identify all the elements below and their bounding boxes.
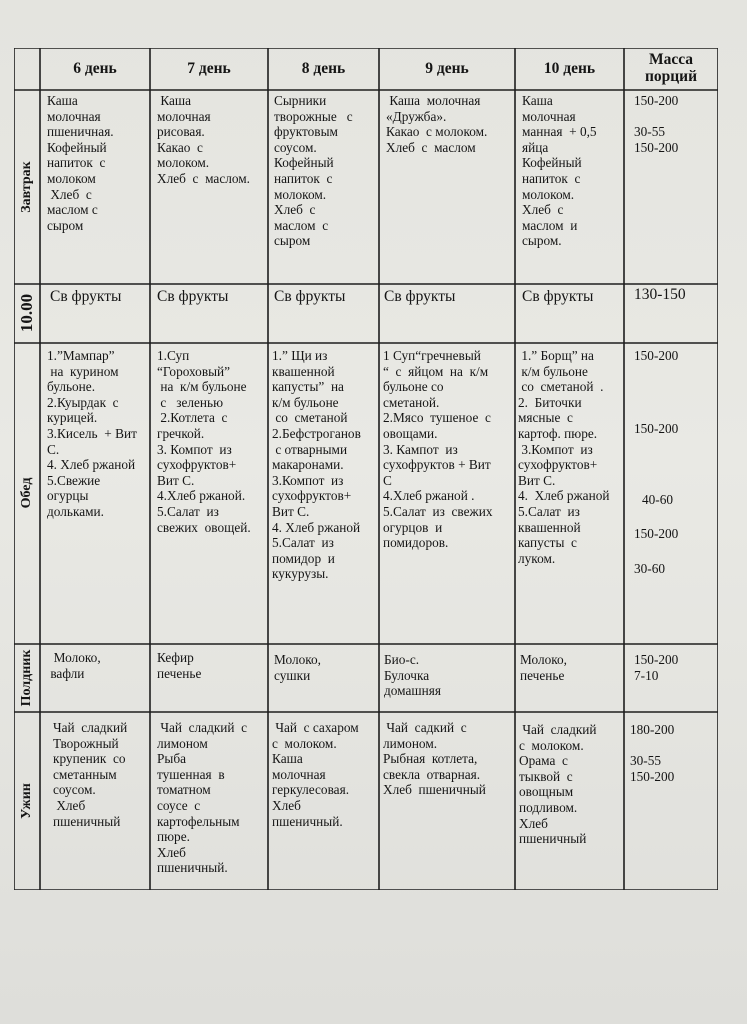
- lunch-mass-4: 150-200: [634, 526, 679, 541]
- meal-label-lunch: Обед: [19, 477, 34, 509]
- header-day-8: 8 день: [301, 60, 346, 77]
- dinner-mass: 180-200 30-55 150-200: [630, 722, 675, 784]
- lunch-day-7: 1.Суп “Гороховый” на к/м бульоне с зеленью 2.Котлета с гречкой. 3. Компот из сухофруктов+ Вит С. 4.Хлеб ржаной. 5.Салат из свежих овощей.: [157, 348, 251, 535]
- meal-label-dinner: Ужин: [19, 783, 34, 819]
- afternoon-day-7: Кефир печенье: [157, 650, 202, 681]
- header-day-6: 6 день: [73, 60, 117, 77]
- breakfast-day-10: Каша молочная манная + 0,5 яйца Кофейный напиток с молоком. Хлеб с маслом и сыром.: [522, 93, 597, 249]
- snack10-mass: 130-150: [634, 286, 686, 303]
- dinner-day-8: Чай с сахаром с молоком. Каша молочная геркулесовая. Хлеб пшеничный.: [272, 720, 359, 829]
- afternoon-mass: 150-200 7-10: [634, 652, 679, 683]
- lunch-day-6: 1.”Мампар” на курином бульоне. 2.Куырдак с курицей. 3.Кисель + Вит С. 4. Хлеб ржаной 5.Свежие огурцы дольками.: [47, 348, 137, 519]
- breakfast-day-8: Сырники творожные с фруктовым соусом. Кофейный напиток с молоком. Хлеб с маслом с сыром: [274, 93, 353, 249]
- header-mass: Масса порций: [644, 51, 698, 85]
- header-day-7: 7 день: [187, 60, 231, 77]
- meal-label-snack-10: 10.00: [17, 293, 36, 333]
- snack10-day-6: Св фрукты: [50, 288, 122, 305]
- meal-label-afternoon-snack: Полдник: [19, 649, 34, 707]
- lunch-day-10: 1.” Борщ” на к/м бульоне со сметаной . 2. Биточки мясные с картоф. пюре. 3.Компот из сухофруктов+ Вит С. 4. Хлеб ржаной 5.Салат из квашенной капусты с луком.: [518, 348, 610, 566]
- breakfast-mass: 150-200 30-55 150-200: [634, 93, 679, 155]
- lunch-mass-3: 40-60: [642, 492, 674, 507]
- afternoon-day-6: Молоко, вафли: [50, 650, 101, 681]
- afternoon-day-9: Био-с. Булочка домашняя: [384, 652, 441, 699]
- lunch-day-8: 1.” Щи из квашенной капусты” на к/м бульоне со сметаной 2.Бефстроганов с отварными макаронами. 3.Компот из сухофруктов+ Вит С. 4. Хлеб ржаной 5.Салат из помидор и кукурузы.: [272, 348, 361, 582]
- lunch-mass-1: 150-200: [634, 348, 679, 363]
- snack10-day-9: Св фрукты: [384, 288, 456, 305]
- dinner-day-7: Чай сладкий с лимоном Рыба тушенная в томатном соусе с картофельным пюре. Хлеб пшеничный.: [157, 720, 248, 876]
- header-day-9: 9 день: [425, 60, 469, 77]
- lunch-day-9: 1 Суп“гречневый “ с яйцом на к/м бульоне со сметаной. 2.Мясо тушеное с овощами. 3. Кампот из сухофруктов + Вит С 4.Хлеб ржаной . 5.Салат из свежих огурцов и помидоров.: [383, 348, 493, 551]
- snack10-day-8: Св фрукты: [274, 288, 346, 305]
- lunch-mass-2: 150-200: [634, 421, 679, 436]
- lunch-mass-5: 30-60: [634, 561, 666, 576]
- breakfast-day-9: Каша молочная «Дружба». Какао с молоком. Хлеб с маслом: [386, 93, 488, 155]
- header-day-10: 10 день: [543, 60, 596, 77]
- menu-table: [14, 48, 718, 890]
- meal-label-breakfast: Завтрак: [19, 161, 34, 213]
- dinner-day-9: Чай садкий с лимоном. Рыбная котлета, свекла отварная. Хлеб пшеничный: [383, 720, 486, 798]
- breakfast-day-6: Каша молочная пшеничная. Кофейный напиток с молоком Хлеб с маслом с сыром: [47, 93, 114, 233]
- afternoon-day-10: Молоко, печенье: [520, 652, 568, 683]
- dinner-day-10: Чай сладкий с молоком. Орама с тыквой с овощным подливом. Хлеб пшеничный: [519, 722, 597, 847]
- snack10-day-7: Св фрукты: [157, 288, 229, 305]
- dinner-day-6: Чай сладкий Творожный крупеник со сметанным соусом. Хлеб пшеничный: [53, 720, 128, 829]
- afternoon-day-8: Молоко, сушки: [274, 652, 322, 683]
- breakfast-day-7: Каша молочная рисовая. Какао с молоком. Хлеб с маслом.: [157, 93, 251, 186]
- snack10-day-10: Св фрукты: [522, 288, 594, 305]
